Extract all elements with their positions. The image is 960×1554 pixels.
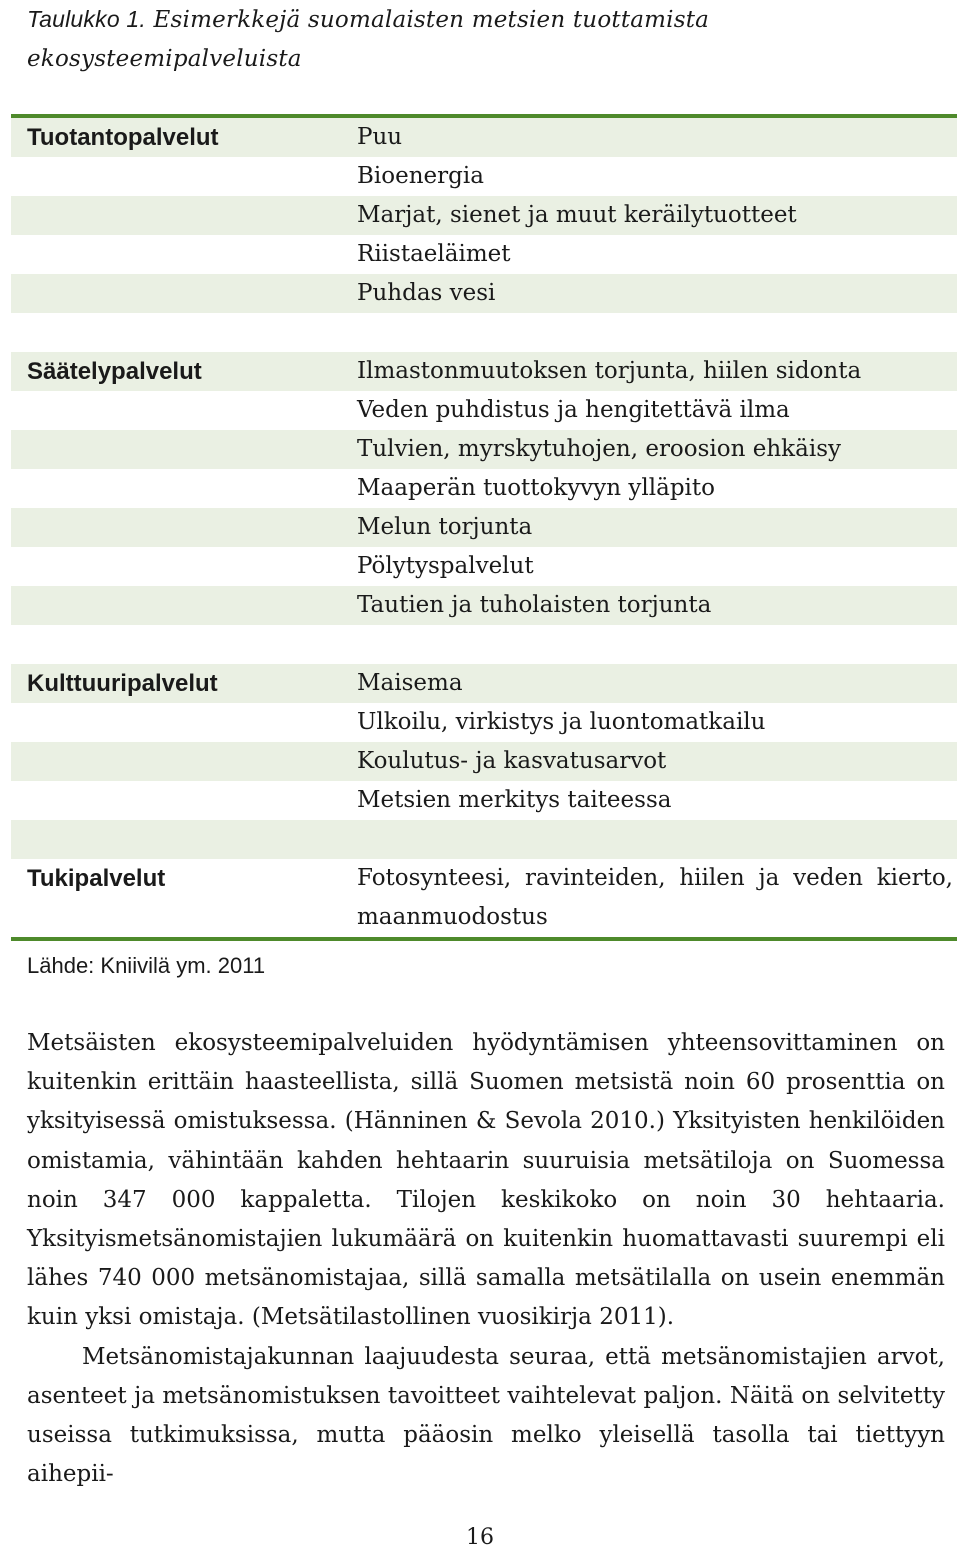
table-group-production — [11, 118, 957, 352]
service-item: Melun torjunta — [357, 514, 533, 540]
service-item: Pölytyspalvelut — [357, 553, 534, 579]
table-row — [11, 235, 957, 274]
table-row — [11, 157, 957, 196]
service-item: Maaperän tuottokyvyn ylläpito — [357, 475, 716, 501]
table-row — [11, 352, 957, 391]
table-row — [11, 586, 957, 625]
caption-text: Esimerkkejä suomalaisten metsien tuottamista ekosysteemipalveluista — [27, 7, 710, 72]
paragraph: Metsänomistajakunnan laajuudesta seuraa, että metsänomistajien arvot, asenteet ja metsänomistuksen tavoitteet vaihtelevat paljon. Näitä on selvitetty useissa tutkimuksissa, mutta pääosin melko yleisellä tasolla tai tiettyyn aihepii- — [27, 1343, 945, 1488]
category-label: Kulttuuripalvelut — [27, 670, 218, 697]
table-row — [11, 664, 957, 703]
service-item: Ilmastonmuutoksen torjunta, hiilen sidonta — [357, 358, 862, 384]
table-group-regulating — [11, 352, 957, 664]
service-item: Riistaeläimet — [357, 241, 511, 267]
table-row — [11, 196, 957, 235]
service-item: Maisema — [357, 670, 463, 696]
service-item: Marjat, sienet ja muut keräilytuotteet — [357, 202, 797, 228]
table-row — [11, 391, 957, 430]
table-row — [11, 703, 957, 742]
table-group-cultural — [11, 664, 957, 859]
table-row — [11, 274, 957, 313]
caption-label: Taulukko 1. — [27, 6, 146, 32]
table-row — [11, 508, 957, 547]
service-item: Fotosynteesi, ravinteiden, hiilen ja veden kierto, maanmuodostus — [357, 865, 953, 930]
category-label: Säätelypalvelut — [27, 358, 202, 385]
table-row — [11, 859, 957, 937]
table-row — [11, 742, 957, 781]
service-item: Koulutus- ja kasvatusarvot — [357, 748, 667, 774]
table-row — [11, 781, 957, 820]
table-caption — [27, 0, 947, 79]
page-number: 16 — [466, 1525, 494, 1550]
ecosystem-services-table — [11, 114, 957, 941]
service-item: Veden puhdistus ja hengitettävä ilma — [357, 397, 790, 423]
table-row — [11, 820, 957, 859]
table-bottom-rule — [11, 937, 957, 941]
table-row — [11, 118, 957, 157]
service-item: Puu — [357, 124, 403, 150]
service-item: Metsien merkitys taiteessa — [357, 787, 672, 813]
service-item: Tulvien, myrskytuhojen, eroosion ehkäisy — [357, 436, 841, 462]
service-item: Bioenergia — [357, 163, 484, 189]
table-row — [11, 547, 957, 586]
category-label: Tuotantopalvelut — [27, 124, 219, 151]
service-item: Puhdas vesi — [357, 280, 496, 306]
table-row — [11, 625, 957, 664]
table-group-supporting — [11, 859, 957, 937]
category-label: Tukipalvelut — [27, 865, 166, 892]
table-source: Lähde: Kniivilä ym. 2011 — [27, 953, 266, 978]
table-row — [11, 430, 957, 469]
paragraph: Metsäisten ekosysteemipalveluiden hyödyntämisen yhteensovittaminen on kuitenkin erittäin haasteellista, sillä Suomen metsistä noin 60 prosenttia on yksityisessä omistuksessa. (Hänninen & Sevola 2010.) Yksityisten henkilöiden omistamia, vähintään kahden hehtaarin suuruisia metsätiloja on Suomessa noin 347 000 kappaletta. Tilojen keskikoko on noin 30 hehtaaria. Yksityismetsänomistajien lukumäärä on kuitenkin huomattavasti suurempi eli lähes 740 000 metsänomistajaa, sillä samalla metsätilalla on usein enemmän kuin yksi omistaja. (Metsätilastollinen vuosikirja 2011). — [27, 1030, 945, 1331]
table-row — [11, 469, 957, 508]
service-item: Tautien ja tuholaisten torjunta — [357, 592, 712, 618]
service-item: Ulkoilu, virkistys ja luontomatkailu — [357, 709, 766, 735]
table-row — [11, 313, 957, 352]
body-text — [27, 1024, 945, 1494]
